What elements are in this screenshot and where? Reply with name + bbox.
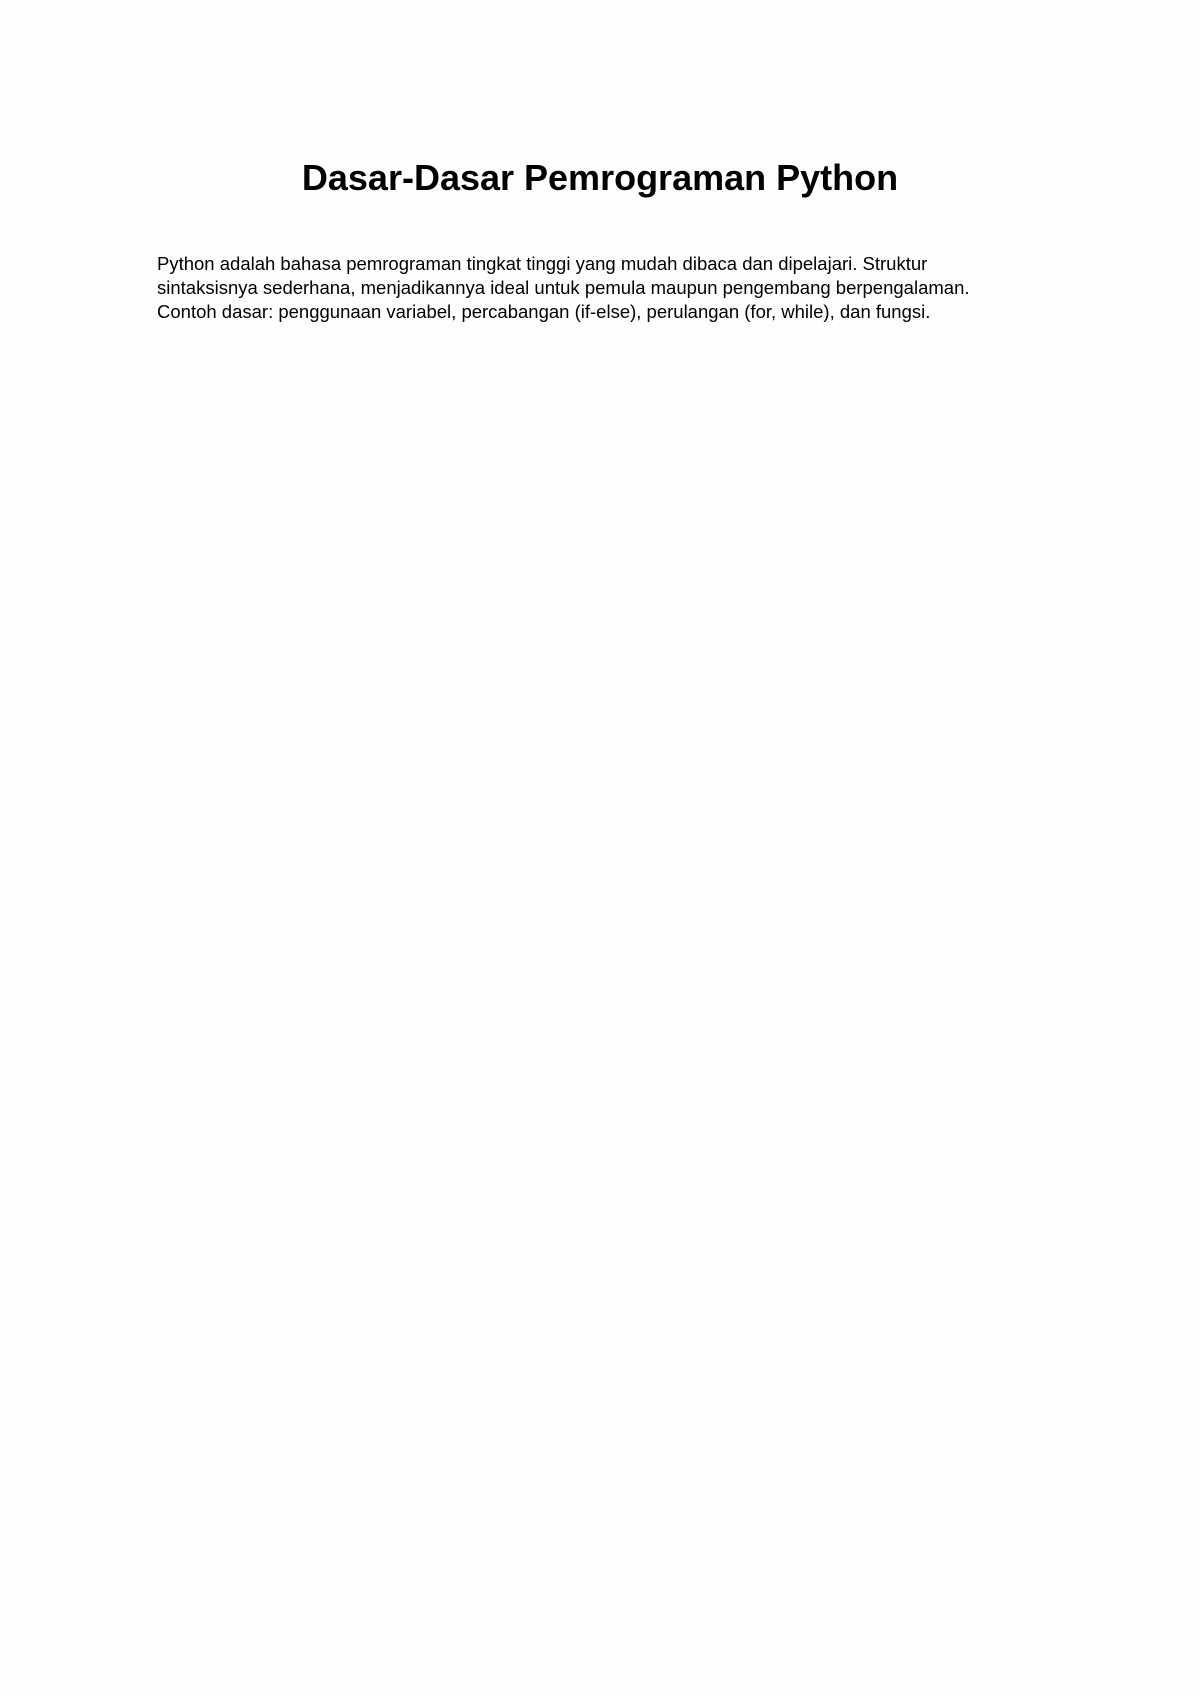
paragraph-line: Contoh dasar: penggunaan variabel, percabangan (if-else), perulangan (for, while), dan fungsi. bbox=[157, 301, 931, 322]
paragraph-line: Python adalah bahasa pemrograman tingkat tinggi yang mudah dibaca dan dipelajari. Struktur bbox=[157, 253, 928, 274]
document-paragraph bbox=[157, 252, 1057, 324]
paragraph-line: sintaksisnya sederhana, menjadikannya ideal untuk pemula maupun pengembang berpengalaman. bbox=[157, 277, 970, 298]
document-title: Dasar-Dasar Pemrograman Python bbox=[301, 157, 899, 198]
